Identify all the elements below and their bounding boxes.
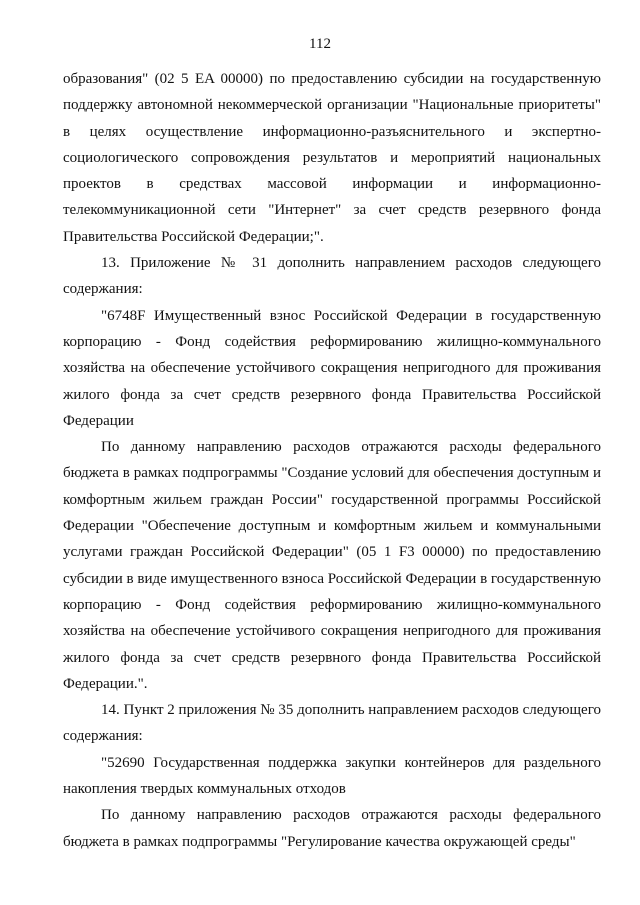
paragraph-expense-description-6748F: По данному направлению расходов отражаются расходы федерального бюджета в рамках подпрограммы "Создание условий для обеспечения доступным и комфортным жильем граждан России" государственной программы Российской Федерации "Обеспечение доступным и комфортным жильем и коммунальными услугами граждан Российской Федерации" (05 1 F3 00000) по предоставлению субсидии в виде имущественного взноса Российской Федерации в государственную корпорацию - Фонд содействия реформированию жилищно-коммунального хозяйства на обеспечение устойчивого сокращения непригодного для проживания жилого фонда за счет средств резервного фонда Правительства Российской Федерации.".: [63, 439, 601, 692]
page-number: 112: [309, 36, 331, 52]
paragraph-item-13: 13. Приложение № 31 дополнить направлением расходов следующего содержания:: [63, 255, 601, 298]
paragraph-item-14: 14. Пункт 2 приложения № 35 дополнить направлением расходов следующего содержания:: [63, 702, 601, 745]
paragraph-code-6748F: "6748F Имущественный взнос Российской Федерации в государственную корпорацию - Фонд содействия реформированию жилищно-коммунального хозяйства на обеспечение устойчивого сокращения непригодного для проживания жилого фонда за счет средств резервного фонда Правительства Российской Федерации: [63, 307, 601, 429]
paragraph-code-52690: "52690 Государственная поддержка закупки контейнеров для раздельного накопления твердых коммунальных отходов: [63, 754, 601, 798]
paragraph-expense-description-52690: По данному направлению расходов отражаются расходы федерального бюджета в рамках подпрограммы "Регулирование качества окружающей среды": [63, 807, 601, 850]
document-body: [63, 66, 601, 855]
paragraph-continuation: образования" (02 5 EA 00000) по предоставлению субсидии на государственную поддержку автономной некоммерческой организации "Национальные приоритеты" в целях осуществление информационно-разъяснительного и экспертно-социологического сопровождения результатов и мероприятий национальных проектов в средствах массовой информации и информационно-телекоммуникационной сети "Интернет" за счет средств резервного фонда Правительства Российской Федерации;".: [63, 71, 601, 245]
